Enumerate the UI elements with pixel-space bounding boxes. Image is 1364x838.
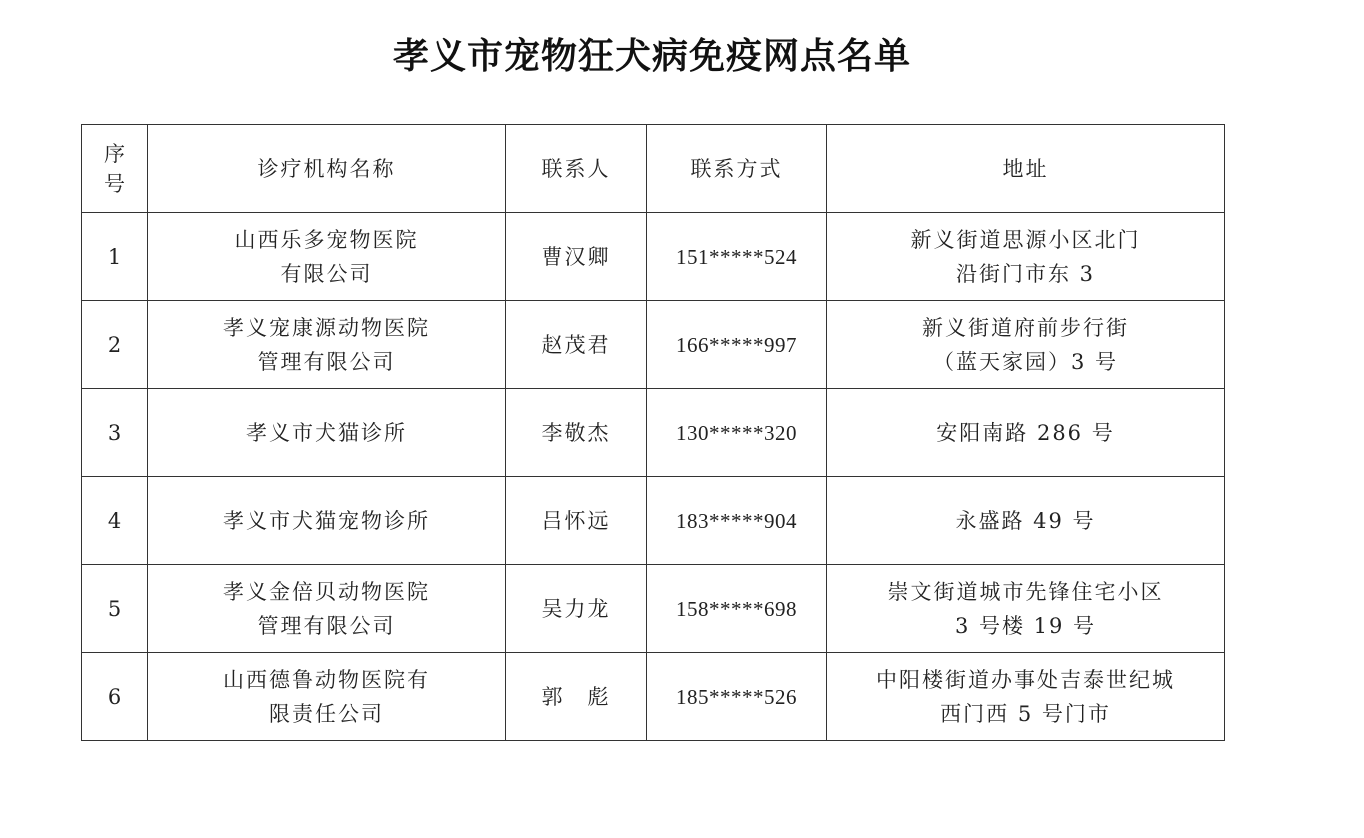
cell-contact-person: 吴力龙 <box>506 565 647 653</box>
address-line: 新义街道府前步行街 <box>922 315 1129 340</box>
cell-phone: 183*****904 <box>647 477 827 565</box>
cell-seq: 3 <box>82 389 148 477</box>
cell-institution-name <box>148 477 506 565</box>
clinic-table <box>81 124 1225 741</box>
header-institution-name: 诊疗机构名称 <box>148 125 506 213</box>
institution-name-line: 山西德鲁动物医院有 <box>223 667 430 692</box>
address-line: 中阳楼街道办事处吉泰世纪城 <box>876 667 1175 692</box>
cell-institution-name <box>148 389 506 477</box>
institution-name-line: 孝义市犬猫宠物诊所 <box>223 508 430 533</box>
table-body <box>82 213 1225 741</box>
cell-phone: 151*****524 <box>647 213 827 301</box>
cell-address <box>827 389 1225 477</box>
table-row <box>82 653 1225 741</box>
header-address: 地址 <box>827 125 1225 213</box>
cell-address <box>827 653 1225 741</box>
cell-address <box>827 301 1225 389</box>
cell-address <box>827 565 1225 653</box>
cell-institution-name <box>148 565 506 653</box>
cell-contact-person: 李敬杰 <box>506 389 647 477</box>
table-row <box>82 301 1225 389</box>
cell-contact-person: 曹汉卿 <box>506 213 647 301</box>
cell-phone: 130*****320 <box>647 389 827 477</box>
cell-institution-name <box>148 213 506 301</box>
institution-name-line: 限责任公司 <box>269 701 384 726</box>
cell-contact-person: 郭 彪 <box>506 653 647 741</box>
header-contact-person: 联系人 <box>506 125 647 213</box>
address-line: （蓝天家园）3 号 <box>932 349 1119 374</box>
institution-name-line: 有限公司 <box>280 261 373 286</box>
cell-institution-name <box>148 301 506 389</box>
cell-address <box>827 477 1225 565</box>
address-line: 新义街道思源小区北门 <box>910 227 1141 252</box>
cell-seq: 2 <box>82 301 148 389</box>
institution-name-line: 孝义金倍贝动物医院 <box>223 579 430 604</box>
institution-name-line: 孝义宠康源动物医院 <box>223 315 430 340</box>
institution-name-line: 管理有限公司 <box>257 349 396 374</box>
cell-phone: 185*****526 <box>647 653 827 741</box>
address-line: 西门西 5 号门市 <box>940 701 1111 726</box>
institution-name-line: 山西乐多宠物医院 <box>234 227 419 252</box>
page-title: 孝义市宠物狂犬病免疫网点名单 <box>392 35 911 77</box>
address-line: 安阳南路 286 号 <box>936 420 1115 445</box>
address-line: 沿街门市东 3 <box>955 261 1096 286</box>
cell-contact-person: 赵茂君 <box>506 301 647 389</box>
cell-address <box>827 213 1225 301</box>
institution-name-line: 管理有限公司 <box>257 613 396 638</box>
cell-institution-name <box>148 653 506 741</box>
table-row <box>82 213 1225 301</box>
table-header-row <box>82 125 1225 213</box>
table-row <box>82 477 1225 565</box>
cell-contact-person: 吕怀远 <box>506 477 647 565</box>
address-line: 崇文街道城市先锋住宅小区 <box>887 579 1164 604</box>
cell-seq: 6 <box>82 653 148 741</box>
cell-seq: 5 <box>82 565 148 653</box>
table-row <box>82 565 1225 653</box>
table-row <box>82 389 1225 477</box>
institution-name-line: 孝义市犬猫诊所 <box>246 420 407 445</box>
cell-phone: 158*****698 <box>647 565 827 653</box>
header-seq: 序号 <box>82 125 148 213</box>
cell-seq: 4 <box>82 477 148 565</box>
address-line: 3 号楼 19 号 <box>954 613 1097 638</box>
cell-phone: 166*****997 <box>647 301 827 389</box>
address-line: 永盛路 49 号 <box>955 508 1096 533</box>
header-contact-method: 联系方式 <box>647 125 827 213</box>
cell-seq: 1 <box>82 213 148 301</box>
